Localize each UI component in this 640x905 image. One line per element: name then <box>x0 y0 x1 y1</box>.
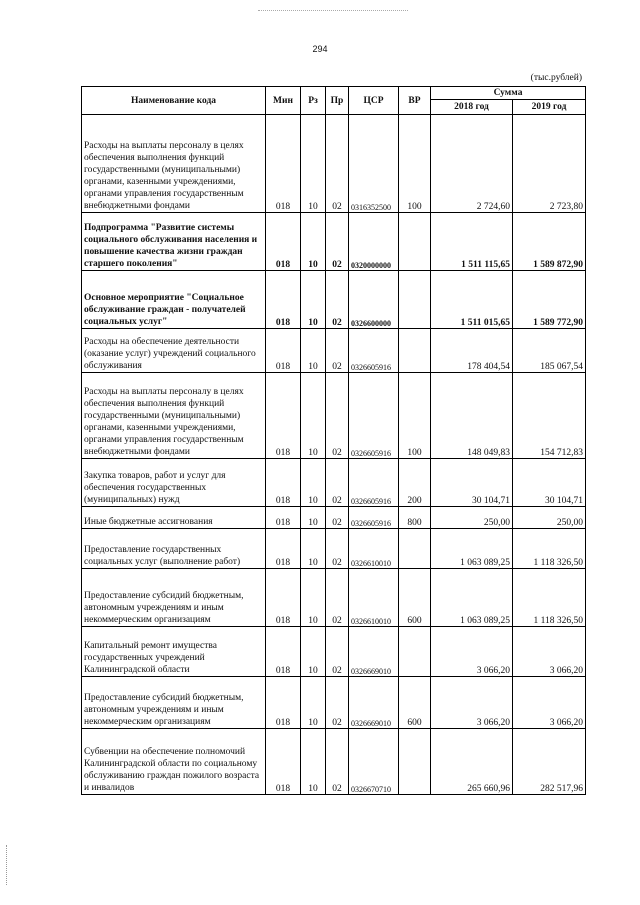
row-amount-2018: 1 511 115,65 <box>431 213 513 271</box>
row-name: Предоставление государственных социальных услуг (выполнение работ) <box>82 529 266 569</box>
row-min: 018 <box>266 507 301 529</box>
row-rz: 10 <box>301 507 326 529</box>
table-row <box>82 459 586 507</box>
row-amount-2019: 1 118 326,50 <box>513 529 586 569</box>
row-min: 018 <box>266 459 301 507</box>
row-csr: 0316352500 <box>349 115 399 213</box>
row-csr: 0326605916 <box>349 373 399 459</box>
row-pr: 02 <box>326 459 349 507</box>
row-rz: 10 <box>301 271 326 329</box>
row-min: 018 <box>266 213 301 271</box>
table-row <box>82 507 586 529</box>
scan-artifact-left <box>6 845 8 885</box>
row-amount-2018: 3 066,20 <box>431 627 513 677</box>
row-amount-2019: 1 589 772,90 <box>513 271 586 329</box>
row-name: Расходы на выплаты персоналу в целях обеспечения выполнения функций государственными (муниципальными) органами, казенными учреждениями, органами управления государственным внебюджетными фондами <box>82 115 266 213</box>
row-amount-2019: 185 067,54 <box>513 329 586 373</box>
row-csr: 0326669010 <box>349 627 399 677</box>
table-row <box>82 677 586 729</box>
row-vr <box>399 271 431 329</box>
row-vr: 100 <box>399 373 431 459</box>
row-amount-2018: 1 511 015,65 <box>431 271 513 329</box>
table-row <box>82 627 586 677</box>
units-label: (тыс.рублей) <box>530 73 582 83</box>
row-name: Основное мероприятие "Социальное обслуживание граждан - получателей социальных услуг" <box>82 271 266 329</box>
table-row <box>82 729 586 795</box>
row-min: 018 <box>266 271 301 329</box>
row-name: Расходы на выплаты персоналу в целях обеспечения выполнения функций государственными (муниципальными) органами, казенными учреждениями, органами управления государственным внебюджетными фондами <box>82 373 266 459</box>
scan-artifact-top <box>258 10 408 12</box>
row-csr: 0326605916 <box>349 459 399 507</box>
row-rz: 10 <box>301 569 326 627</box>
row-rz: 10 <box>301 677 326 729</box>
header-sum: Сумма <box>431 87 586 100</box>
row-min: 018 <box>266 373 301 459</box>
row-pr: 02 <box>326 271 349 329</box>
row-vr <box>399 213 431 271</box>
row-rz: 10 <box>301 729 326 795</box>
row-amount-2019: 1 118 326,50 <box>513 569 586 627</box>
row-amount-2019: 154 712,83 <box>513 373 586 459</box>
table-row <box>82 329 586 373</box>
row-name: Капитальный ремонт имущества государственных учреждений Калининградской области <box>82 627 266 677</box>
row-vr <box>399 529 431 569</box>
header-year-2018: 2018 год <box>431 100 513 115</box>
row-name: Иные бюджетные ассигнования <box>82 507 266 529</box>
row-pr: 02 <box>326 569 349 627</box>
row-pr: 02 <box>326 529 349 569</box>
table-row <box>82 115 586 213</box>
row-amount-2018: 148 049,83 <box>431 373 513 459</box>
row-csr: 0326600000 <box>349 271 399 329</box>
row-name: Предоставление субсидий бюджетным, автономным учреждениям и иным некоммерческим организациям <box>82 677 266 729</box>
row-amount-2018: 1 063 089,25 <box>431 569 513 627</box>
row-amount-2018: 30 104,71 <box>431 459 513 507</box>
table-row <box>82 213 586 271</box>
row-vr: 600 <box>399 677 431 729</box>
row-amount-2018: 3 066,20 <box>431 677 513 729</box>
row-csr: 0326610010 <box>349 529 399 569</box>
row-vr <box>399 729 431 795</box>
row-amount-2018: 2 724,60 <box>431 115 513 213</box>
row-pr: 02 <box>326 507 349 529</box>
row-name: Подпрограмма "Развитие системы социального обслуживания населения и повышение качества жизни граждан старшего поколения" <box>82 213 266 271</box>
page-number: 294 <box>312 44 328 54</box>
row-amount-2018: 265 660,96 <box>431 729 513 795</box>
header-rz: Рз <box>301 87 326 115</box>
table-row <box>82 569 586 627</box>
row-pr: 02 <box>326 627 349 677</box>
row-rz: 10 <box>301 529 326 569</box>
row-vr: 100 <box>399 115 431 213</box>
row-amount-2019: 3 066,20 <box>513 627 586 677</box>
row-csr: 0326669010 <box>349 677 399 729</box>
row-vr <box>399 329 431 373</box>
row-amount-2019: 30 104,71 <box>513 459 586 507</box>
row-vr: 800 <box>399 507 431 529</box>
row-pr: 02 <box>326 677 349 729</box>
row-csr: 0326605916 <box>349 507 399 529</box>
row-rz: 10 <box>301 213 326 271</box>
row-min: 018 <box>266 115 301 213</box>
row-amount-2019: 1 589 872,90 <box>513 213 586 271</box>
row-csr: 0326610010 <box>349 569 399 627</box>
header-year-2019: 2019 год <box>513 100 586 115</box>
row-name: Субвенции на обеспечение полномочий Калининградской области по социальному обслуживанию граждан пожилого возраста и инвалидов <box>82 729 266 795</box>
row-csr: 0326670710 <box>349 729 399 795</box>
row-amount-2018: 178 404,54 <box>431 329 513 373</box>
row-pr: 02 <box>326 115 349 213</box>
row-pr: 02 <box>326 213 349 271</box>
header-csr: ЦСР <box>349 87 399 115</box>
row-pr: 02 <box>326 329 349 373</box>
header-vr: ВР <box>399 87 431 115</box>
row-pr: 02 <box>326 373 349 459</box>
row-name: Закупка товаров, работ и услуг для обеспечения государственных (муниципальных) нужд <box>82 459 266 507</box>
row-csr: 0320000000 <box>349 213 399 271</box>
row-rz: 10 <box>301 115 326 213</box>
row-min: 018 <box>266 569 301 627</box>
table-row <box>82 373 586 459</box>
row-min: 018 <box>266 677 301 729</box>
row-vr: 600 <box>399 569 431 627</box>
row-amount-2018: 250,00 <box>431 507 513 529</box>
row-rz: 10 <box>301 373 326 459</box>
row-min: 018 <box>266 529 301 569</box>
row-rz: 10 <box>301 627 326 677</box>
row-amount-2019: 2 723,80 <box>513 115 586 213</box>
budget-table <box>81 86 586 795</box>
row-name: Расходы на обеспечение деятельности (оказание услуг) учреждений социального обслуживания <box>82 329 266 373</box>
table-body <box>82 115 586 795</box>
header-min: Мин <box>266 87 301 115</box>
row-vr: 200 <box>399 459 431 507</box>
row-min: 018 <box>266 729 301 795</box>
header-pr: Пр <box>326 87 349 115</box>
row-rz: 10 <box>301 329 326 373</box>
row-vr <box>399 627 431 677</box>
row-amount-2019: 282 517,96 <box>513 729 586 795</box>
table-row <box>82 529 586 569</box>
header-name: Наименование кода <box>82 87 266 115</box>
row-amount-2019: 3 066,20 <box>513 677 586 729</box>
table-row <box>82 271 586 329</box>
row-min: 018 <box>266 627 301 677</box>
row-csr: 0326605916 <box>349 329 399 373</box>
row-pr: 02 <box>326 729 349 795</box>
row-rz: 10 <box>301 459 326 507</box>
row-name: Предоставление субсидий бюджетным, автономным учреждениям и иным некоммерческим организациям <box>82 569 266 627</box>
row-min: 018 <box>266 329 301 373</box>
row-amount-2019: 250,00 <box>513 507 586 529</box>
row-amount-2018: 1 063 089,25 <box>431 529 513 569</box>
